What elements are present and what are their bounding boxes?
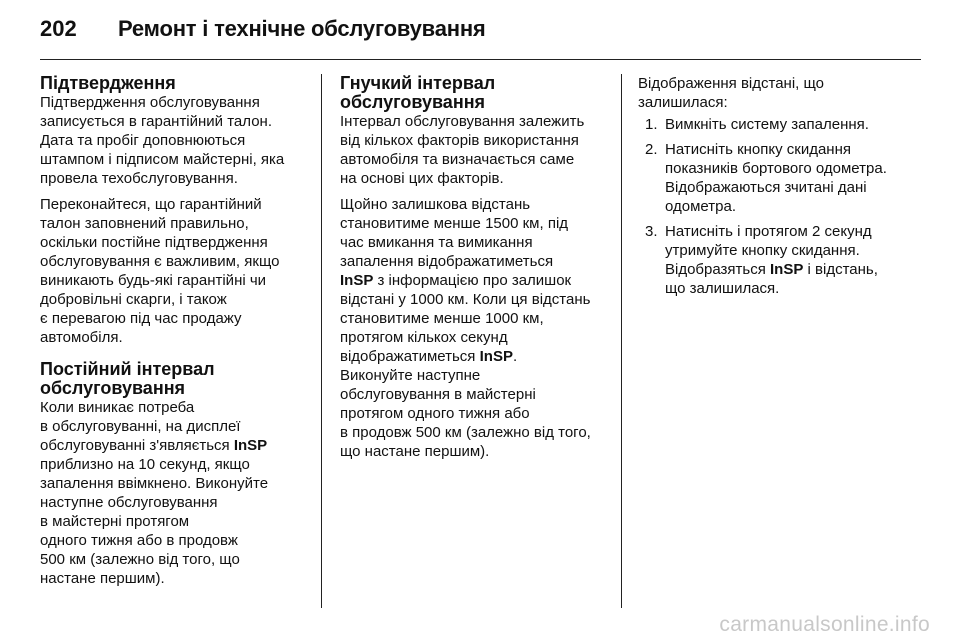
text-line: обслуговування є важливим, якщо: [40, 253, 280, 270]
column-3: [638, 74, 908, 304]
text-line: Натисніть кнопку скидання: [665, 141, 851, 158]
paragraph-flexible-interval-2: [340, 195, 605, 461]
text-line: що настане першим).: [340, 443, 490, 460]
text-line: в обслуговуванні, на дисплеї: [40, 418, 241, 435]
text-line: Вимкніть систему запалення.: [665, 116, 869, 133]
text-line: залишилася:: [638, 94, 728, 111]
text-line: Підтвердження обслуговування: [40, 94, 260, 111]
paragraph-confirmation-2: [40, 195, 305, 347]
heading-line: Гнучкий інтервал: [340, 73, 496, 93]
text-line: обслуговування в майстерні: [340, 386, 536, 403]
text-line: становитиме менше 1000 км,: [340, 310, 544, 327]
text-line: в продовж 500 км (залежно від того,: [340, 424, 591, 441]
section-heading-confirmation: Підтвердження: [40, 73, 176, 93]
text-line: утримуйте кнопку скидання.: [665, 242, 860, 259]
text-line: Виконуйте наступне: [340, 367, 481, 384]
text-fragment: і відстань,: [803, 261, 878, 278]
text-line: штампом і підписом майстерні, яка: [40, 151, 285, 168]
heading-line: обслуговування: [40, 378, 186, 398]
text-line: настане першим).: [40, 570, 165, 587]
text-line: протягом одного тижня або: [340, 405, 530, 422]
text-line: Інтервал обслуговування залежить: [340, 113, 585, 130]
page-number: 202: [40, 16, 77, 41]
text-line: наступне обслуговування: [40, 494, 218, 511]
text-line: на основі цих факторів.: [340, 170, 504, 187]
insp-display-code: InSP: [770, 261, 804, 278]
text-line: записується в гарантійний талон.: [40, 113, 272, 130]
text-line: [340, 347, 605, 366]
column-2: [340, 74, 605, 468]
column-1: [40, 74, 305, 595]
text-fragment: з інформацією про залишок: [373, 272, 572, 289]
text-line: оскільки постійне підтвердження: [40, 234, 268, 251]
text-line: приблизно на 10 секунд, якщо: [40, 456, 250, 473]
step-number: 3.: [645, 223, 658, 240]
text-line: Відображаються зчитані дані: [665, 179, 867, 196]
text-line: Коли виникає потреба: [40, 399, 195, 416]
list-item-step-3: [638, 222, 908, 298]
text-line: виникають будь-які гарантійні чи: [40, 272, 267, 289]
text-line: час вмикання та вимикання: [340, 234, 533, 251]
text-fragment: .: [512, 348, 518, 365]
text-line: [665, 260, 908, 279]
text-line: Переконайтеся, що гарантійний: [40, 196, 262, 213]
page-title: Ремонт і технічне обслуговування: [118, 16, 486, 41]
text-line: показників бортового одометра.: [665, 160, 887, 177]
text-line: одного тижня або в продовж: [40, 532, 238, 549]
text-fragment: Відобразяться: [665, 261, 771, 278]
section-heading-fixed-interval: [40, 360, 305, 398]
text-line: в майстерні протягом: [40, 513, 190, 530]
text-line: протягом кількох секунд: [340, 329, 508, 346]
text-line: Відображення відстані, що: [638, 75, 825, 92]
text-fragment: відображатиметься: [340, 348, 480, 365]
text-line: що залишилася.: [665, 280, 780, 297]
paragraph-confirmation-1: [40, 93, 305, 188]
text-line: відстані у 1000 км. Коли ця відстань: [340, 291, 591, 308]
text-line: Дата та пробіг доповнюються: [40, 132, 246, 149]
insp-display-code: InSP: [233, 437, 268, 454]
text-line: Щойно залишкова відстань: [340, 196, 531, 213]
heading-line: обслуговування: [340, 92, 486, 112]
text-line: автомобіля.: [40, 329, 123, 346]
column-divider-1: [321, 74, 322, 608]
insp-display-code: InSP: [340, 272, 374, 289]
text-line: запалення відображатиметься: [340, 253, 554, 270]
list-item-step-2: [638, 140, 908, 216]
section-heading-flexible-interval: [340, 74, 605, 112]
text-line: запалення ввімкнено. Виконуйте: [40, 475, 269, 492]
step-number: 2.: [645, 141, 658, 158]
text-fragment: обслуговуванні з'являється: [40, 437, 234, 454]
column-divider-2: [621, 74, 622, 608]
text-line: талон заповнений правильно,: [40, 215, 249, 232]
step-number: 1.: [645, 116, 658, 133]
text-line: провела техобслуговування.: [40, 170, 238, 187]
insp-display-code: InSP: [479, 348, 513, 365]
heading-line: Постійний інтервал: [40, 359, 215, 379]
text-line: автомобіля та визначається саме: [340, 151, 575, 168]
header-rule: [40, 59, 921, 60]
list-item-step-1: [638, 115, 908, 134]
paragraph-flexible-interval-1: [340, 112, 605, 188]
text-line: Натисніть і протягом 2 секунд: [665, 223, 872, 240]
text-line: 500 км (залежно від того, що: [40, 551, 240, 568]
text-line: [40, 436, 305, 455]
text-line: добровільні скарги, і також: [40, 291, 227, 308]
page-header: [40, 16, 920, 46]
paragraph-fixed-interval: [40, 398, 305, 588]
text-line: [340, 271, 605, 290]
text-line: одометра.: [665, 198, 736, 215]
text-line: є перевагою під час продажу: [40, 310, 242, 327]
text-line: становитиме менше 1500 км, під: [340, 215, 569, 232]
watermark: carmanualsonline.info: [719, 613, 930, 636]
steps-list: [638, 115, 908, 298]
text-line: від кількох факторів використання: [340, 132, 579, 149]
paragraph-remaining-distance-intro: [638, 74, 908, 112]
